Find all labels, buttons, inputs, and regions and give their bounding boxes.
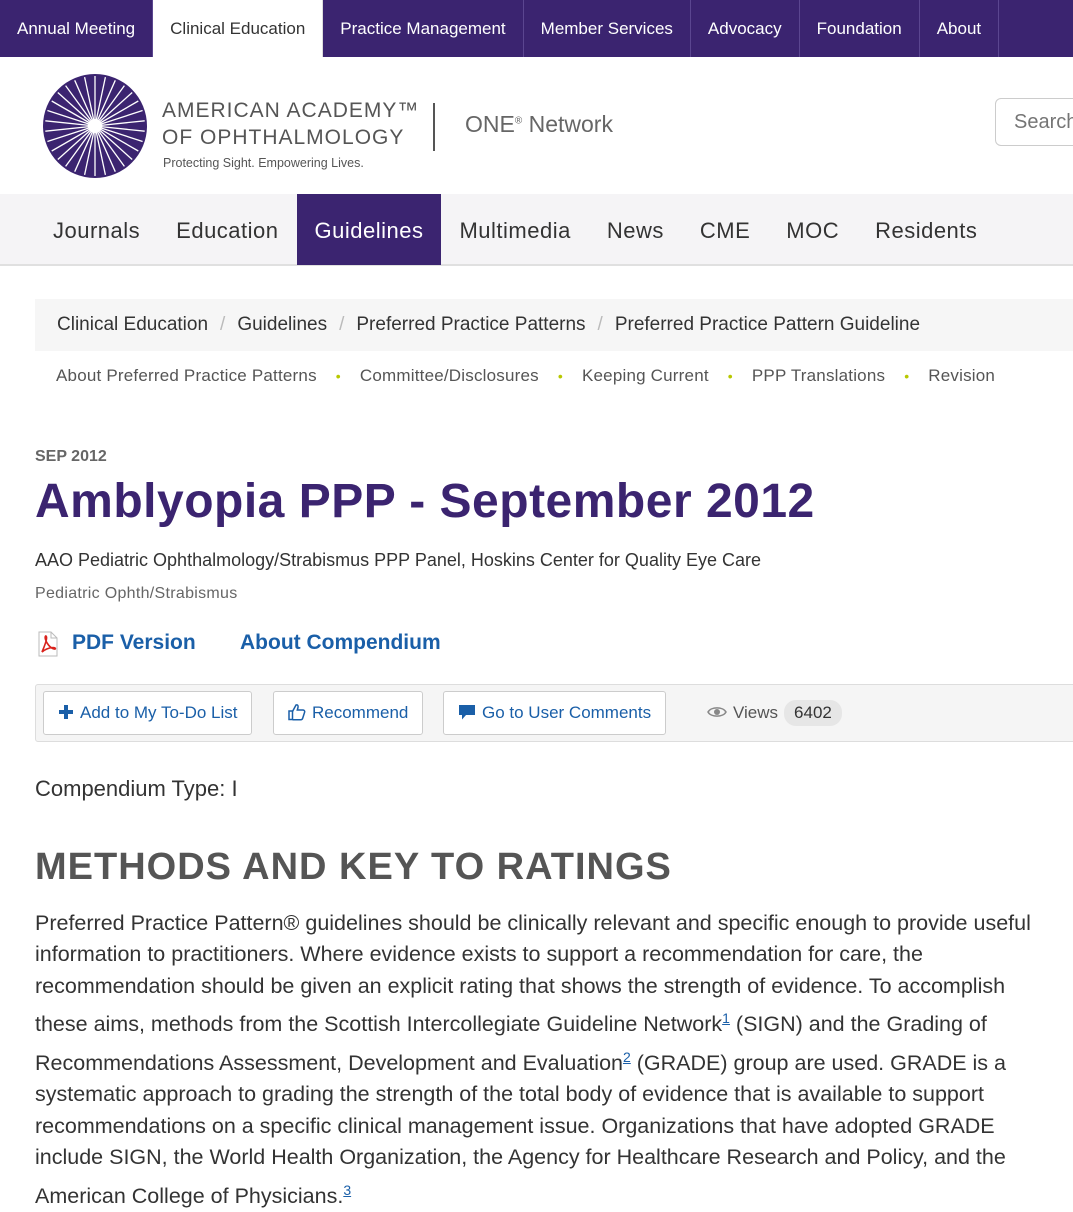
org-name-line2: OF OPHTHALMOLOGY — [162, 126, 405, 149]
views-label: Views — [733, 703, 779, 722]
user-comments-button[interactable] — [443, 691, 666, 735]
org-tagline: Protecting Sight. Empowering Lives. — [163, 156, 364, 170]
nav-journals[interactable]: Journals — [53, 218, 141, 243]
nav-news[interactable]: News — [606, 218, 664, 243]
add-to-todo-button[interactable] — [43, 691, 252, 735]
subnav-separator: • — [335, 368, 341, 384]
main-navigation — [0, 194, 1073, 266]
subnav-separator: • — [727, 368, 733, 384]
subnav-keeping-current[interactable]: Keeping Current — [581, 366, 709, 385]
plus-icon — [58, 704, 74, 720]
add-to-todo-label: Add to My To-Do List — [80, 703, 238, 722]
recommend-button[interactable] — [273, 691, 423, 735]
paragraph-text: (GRADE) group are used. GRADE is a systematic approach to grading the strength of the total body of evidence that is available to support recommendations on a specific clinical management issue. Organizations that have adopted GRADE include SIGN, the World Health Organization, the Agency for Healthcare Research and Policy, and the American College of Physicians. — [35, 1050, 1006, 1208]
topnav-foundation[interactable]: Foundation — [800, 0, 920, 57]
subnav-separator: • — [904, 368, 910, 384]
header-divider — [433, 103, 435, 151]
subnav-committee-disclosures[interactable]: Committee/Disclosures — [359, 366, 539, 385]
page-title: Amblyopia PPP - September 2012 — [35, 475, 815, 528]
breadcrumb-separator: / — [339, 314, 345, 335]
network-prefix: ONE — [465, 111, 515, 137]
footnote-ref — [722, 1007, 730, 1027]
footnote-ref-3[interactable]: 3 — [343, 1181, 352, 1198]
footnote-ref-2[interactable]: 2 — [623, 1048, 631, 1065]
topnav-advocacy[interactable]: Advocacy — [691, 0, 800, 57]
nav-moc[interactable]: MOC — [786, 218, 840, 243]
action-toolbar — [35, 684, 1073, 742]
subnav-separator: • — [557, 368, 563, 384]
nav-education[interactable]: Education — [176, 218, 279, 243]
comment-icon — [458, 704, 476, 721]
breadcrumb-clinical-education[interactable]: Clinical Education — [57, 314, 209, 335]
footnote-ref — [623, 1046, 631, 1066]
nav-cme[interactable]: CME — [699, 218, 751, 243]
search-input[interactable] — [995, 98, 1073, 146]
about-compendium-link[interactable]: About Compendium — [240, 631, 441, 654]
breadcrumb-current: Preferred Practice Pattern Guideline — [614, 314, 921, 335]
one-network-link[interactable] — [465, 111, 613, 138]
pdf-version-link[interactable]: PDF Version — [72, 631, 196, 654]
paragraph-text: (SIGN) and the Grading of Recommendations Assessment, Development and Evaluation — [35, 1012, 987, 1075]
topnav-about[interactable]: About — [920, 0, 999, 57]
methods-paragraph — [35, 908, 1040, 1212]
article-date: SEP 2012 — [35, 448, 107, 465]
thumbs-up-icon — [288, 703, 306, 721]
nav-multimedia[interactable]: Multimedia — [459, 218, 571, 243]
nav-residents[interactable]: Residents — [875, 218, 978, 243]
section-heading: METHODS AND KEY TO RATINGS — [35, 846, 672, 888]
footnote-ref — [343, 1179, 351, 1199]
aao-logo-icon[interactable] — [42, 73, 148, 179]
recommend-label: Recommend — [312, 703, 409, 722]
topnav-annual-meeting[interactable]: Annual Meeting — [0, 0, 153, 57]
subnav-ppp-translations[interactable]: PPP Translations — [751, 366, 886, 385]
views-counter — [707, 685, 842, 741]
views-count-badge: 6402 — [784, 700, 842, 726]
breadcrumb-separator: / — [220, 314, 226, 335]
breadcrumb-separator: / — [597, 314, 603, 335]
ppp-subnav — [56, 366, 995, 386]
site-header — [0, 57, 1073, 194]
subnav-about-ppp[interactable]: About Preferred Practice Patterns — [56, 366, 317, 385]
org-name-line1: AMERICAN ACADEMY™ — [162, 99, 420, 122]
breadcrumb-guidelines[interactable]: Guidelines — [237, 314, 328, 335]
article-authors: AAO Pediatric Ophthalmology/Strabismus PPP Panel, Hoskins Center for Quality Eye Care — [35, 550, 761, 570]
topnav-clinical-education[interactable]: Clinical Education — [153, 0, 323, 57]
breadcrumb — [57, 314, 920, 336]
eye-icon — [707, 705, 727, 719]
subnav-revision[interactable]: Revision — [928, 366, 996, 385]
topnav-member-services[interactable]: Member Services — [524, 0, 691, 57]
topnav-practice-management[interactable]: Practice Management — [323, 0, 523, 57]
article-category[interactable]: Pediatric Ophth/Strabismus — [35, 585, 238, 602]
paragraph-text: Preferred Practice Pattern® guidelines should be clinically relevant and specific enough to provide useful information to practitioners. Where evidence exists to support a recommendation for care, the recommendation should be given an explicit rating that shows the strength of evidence. To accomplish these aims, methods from the Scottish Intercollegiate Guideline Network — [35, 911, 1031, 1037]
breadcrumb-preferred-practice-patterns[interactable]: Preferred Practice Patterns — [356, 314, 586, 335]
footnote-ref-1[interactable]: 1 — [722, 1010, 730, 1027]
pdf-icon[interactable] — [35, 631, 59, 657]
nav-guidelines[interactable]: Guidelines — [297, 194, 442, 265]
top-navigation-bar — [0, 0, 1073, 57]
compendium-type: Compendium Type: I — [35, 776, 238, 801]
user-comments-label: Go to User Comments — [482, 703, 652, 722]
network-suffix: Network — [522, 111, 613, 137]
network-registered-mark: ® — [514, 115, 523, 127]
